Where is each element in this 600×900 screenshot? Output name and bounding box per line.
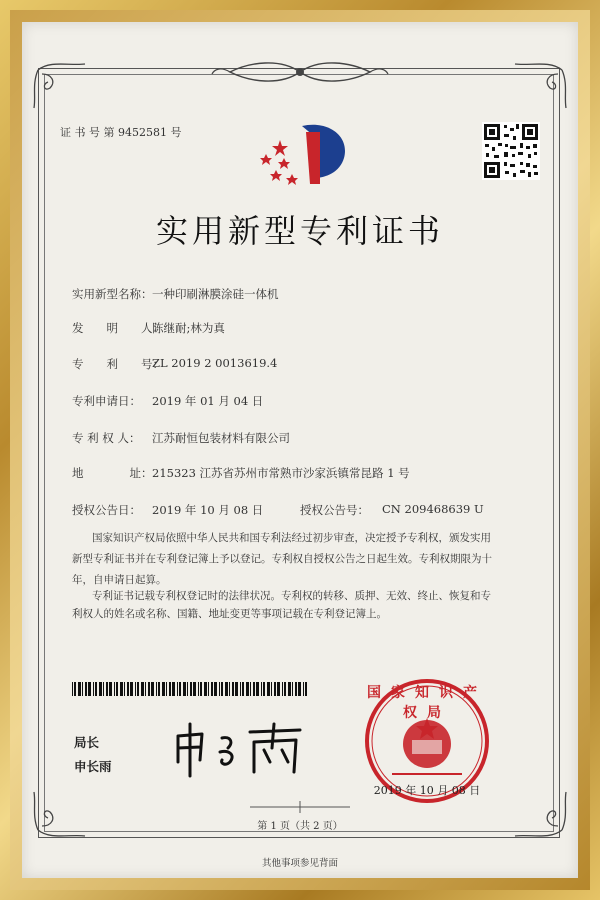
page-number: 第 1 页（共 2 页） [257,821,343,832]
seal-text: 国家知识产权局 [367,685,487,721]
field-app-date-value: 2019 年 01 月 04 日 [152,394,264,408]
field-address-label: 地 址： [72,466,153,480]
field-holder-value: 江苏耐恒包装材料有限公司 [152,431,290,445]
corner-ornament-icon [510,790,570,840]
field-patent-no-value: ZL 2019 2 0013619.4 [152,356,278,370]
field-name-value: 一种印刷淋膜涂硅一体机 [152,287,279,301]
field-grant-date-label: 授权公告日： [72,503,141,517]
field-patent-no-label: 专 利 号： [72,357,164,371]
statement-line: 新型专利证书并在专利登记簿上予以登记。专利权自授权公告之日起生效。专利权期限为十 [72,553,492,565]
field-grant-no-value: CN 209468639 U [382,502,484,516]
field-app-date-label: 专利申请日： [72,394,141,408]
director-title: 局长 [74,735,100,750]
statement-line: 专利证书记载专利权登记时的法律状况。专利权的转移、质押、无效、终止、恢复和专 [92,590,491,602]
barcode-icon [72,682,312,696]
statement-line: 利权人的姓名或名称、国籍、地址变更等事项记载在专利登记簿上。 [72,608,387,620]
field-inventor-label: 发 明 人： [72,321,164,335]
corner-ornament-icon [30,60,90,110]
bottom-ornament-icon [240,800,360,814]
field-grant-no-label: 授权公告号： [300,503,369,517]
field-grant-date-value: 2019 年 10 月 08 日 [152,503,264,517]
cnipa-logo-icon [258,118,358,190]
certificate-title: 实用新型专利证书 [155,212,444,250]
field-address-value: 215323 江苏省苏州市常熟市沙家浜镇常昆路 1 号 [152,466,410,480]
field-inventor-value: 陈继耐;林为真 [152,321,225,335]
corner-ornament-icon [30,790,90,840]
director-name: 申长雨 [74,759,112,774]
certificate-number: 证 书 号 第 9452581 号 [60,126,182,139]
footer-note: 其他事项参见背面 [261,858,338,869]
field-name-label: 实用新型名称： [72,287,153,301]
qr-code-icon [482,122,540,180]
field-holder-label: 专 利 权 人： [72,431,141,445]
seal-date: 2019 年 10 月 08 日 [373,784,481,797]
corner-ornament-icon [510,60,570,110]
top-ornament-icon [210,58,390,86]
signature-icon [170,718,310,778]
statement-line: 国家知识产权局依照中华人民共和国专利法经过初步审查，决定授予专利权，颁发实用 [92,532,491,544]
statement-line: 年，自申请日起算。 [72,574,167,586]
